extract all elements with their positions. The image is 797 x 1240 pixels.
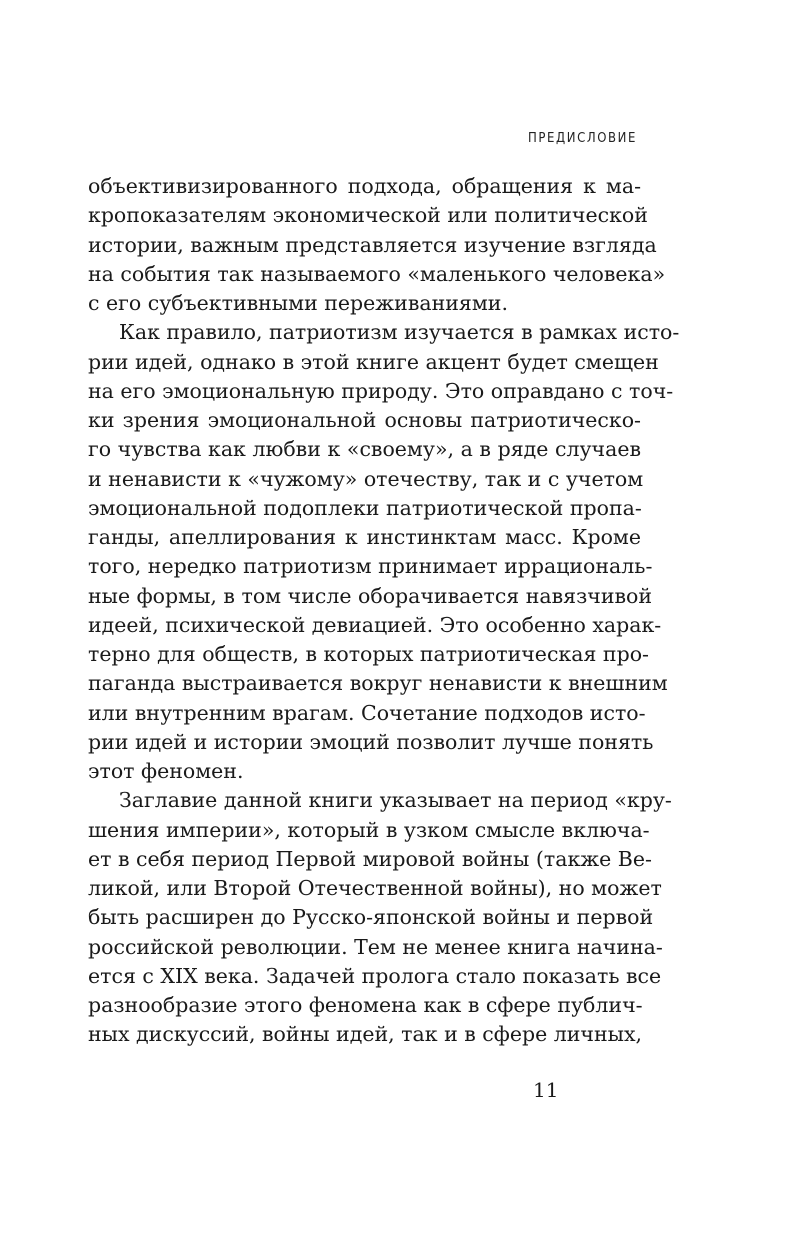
text-line: ликой, или Второй Отечественной войны), но может [88, 876, 662, 900]
text-line: или внутренним врагам. Сочетание подходов исто- [88, 700, 646, 725]
text-line: Как правило, патриотизм изучается в рамках исто- [119, 320, 680, 345]
text-line: ные формы, в том числе оборачивается навязчивой [88, 583, 653, 608]
text-line: ет в себя период Первой мировой войны (также Ве- [88, 846, 652, 871]
text-line: на события так называемого «маленького человека» [88, 261, 666, 286]
text-line: эмоциональной подоплеки патриотической пропа- [88, 495, 642, 520]
text-line: ных дискуссий, войны идей, так и в сфере личных, [88, 1022, 643, 1047]
text-line: объективизированного подхода, обращения к ма- [88, 174, 641, 198]
text-line: рии идей, однако в этой книге акцент будет смещен [88, 349, 659, 374]
text-line: рии идей и истории эмоций позволит лучше понять [88, 729, 654, 754]
text-line: на его эмоциональную природу. Это оправдано с точ- [88, 378, 674, 403]
text-line: паганда выстраивается вокруг ненависти к внешним [88, 671, 668, 696]
text-line: кропоказателям экономической или политической [88, 203, 648, 228]
text-line: ется с XIX века. Задачей пролога стало показать все [88, 963, 662, 988]
text-line: ганды, апеллирования к инстинктам масс. Кроме [88, 525, 641, 549]
body-text [88, 172, 680, 1050]
page-number: 11 [533, 1078, 559, 1102]
text-line: Заглавие данной книги указывает на период «кру- [119, 788, 672, 813]
text-line: шения империи», который в узком смысле включа- [88, 817, 650, 842]
text-line: терно для обществ, в которых патриотическая про- [88, 642, 649, 666]
text-line: разнообразие этого феномена как в сфере публич- [88, 993, 643, 1017]
text-line: ки зрения эмоциональной основы патриотическо- [88, 408, 641, 432]
text-line: этот феномен. [88, 759, 244, 783]
text-line: идеей, психической девиацией. Это особенно харак- [88, 612, 662, 637]
running-header: ПРЕДИСЛОВИЕ [527, 131, 637, 146]
text-line: быть расширен до Русско-японской войны и первой [88, 905, 654, 930]
text-line: истории, важным представляется изучение взгляда [88, 232, 657, 257]
text-line: го чувства как любви к «своему», а в ряде случаев [88, 437, 641, 462]
text-line: российской революции. Тем не менее книга начина- [88, 934, 663, 959]
text-line: и ненависти к «чужому» отечеству, так и с учетом [88, 466, 644, 491]
text-line: с его субъективными переживаниями. [88, 291, 508, 315]
text-line: того, нередко патриотизм принимает иррациональ- [88, 554, 653, 579]
